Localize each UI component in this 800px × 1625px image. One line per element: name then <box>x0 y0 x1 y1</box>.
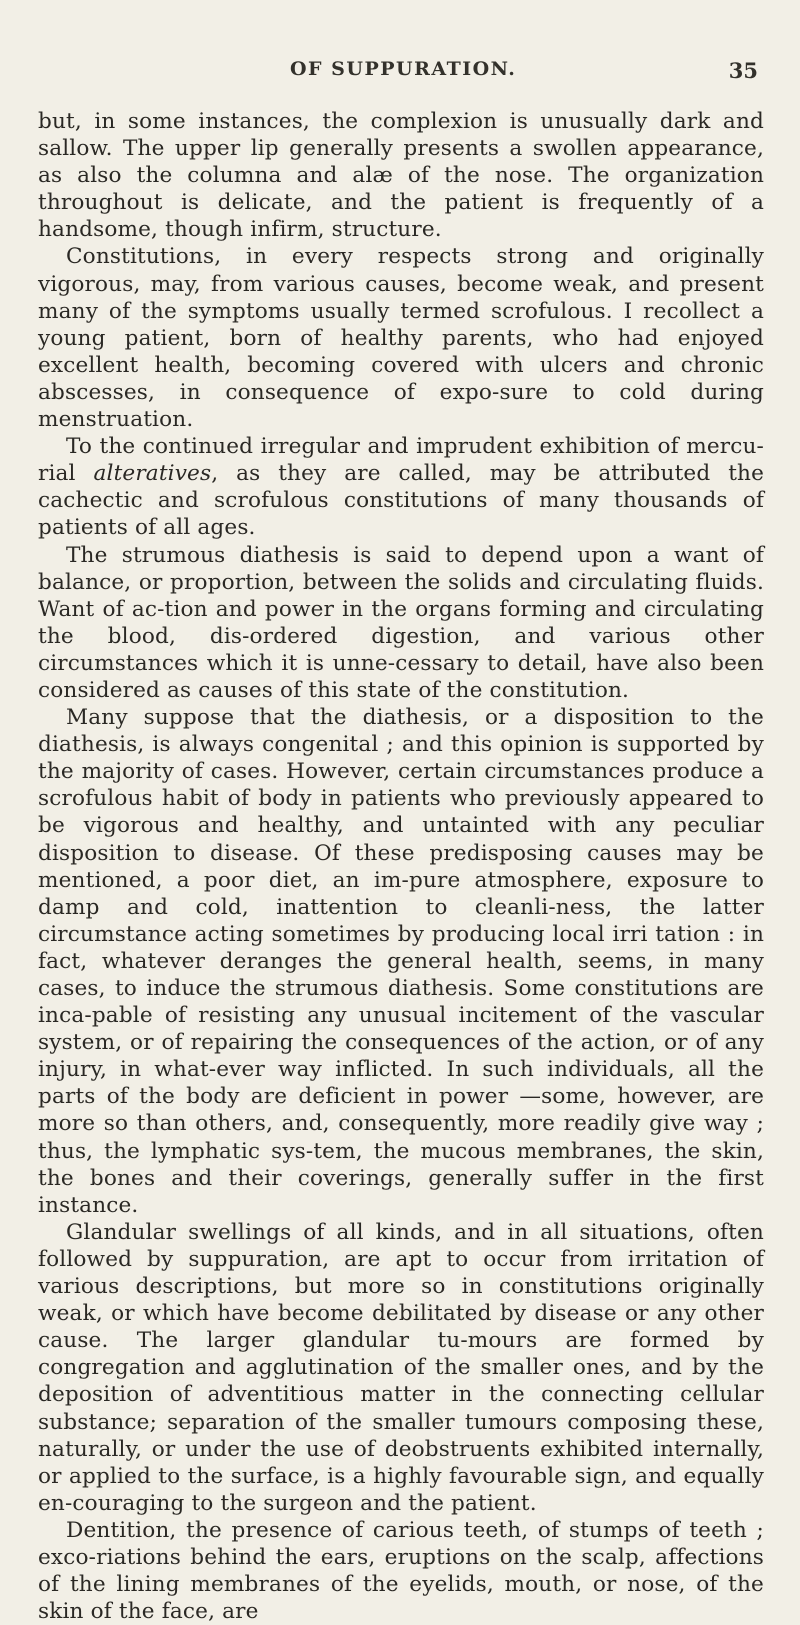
running-title: OF SUPPURATION. <box>290 58 517 80</box>
paragraph-6: Glandular swellings of all kinds, and in all situations, often followed by suppuration, are apt to occur from irritation of various descriptions, but more so in constitutions originally weak, or which have become debilitated by disease or any other cause. The larger glandular tu-mours are formed by congregation and agglutination of the smaller ones, and by the deposition of adventitious matter in the connecting cellular substance; separation of the smaller tumours composing these, naturally, or under the use of deobstruents exhibited internally, or applied to the surface, is a highly favourable sign, and equally en-couraging to the surgeon and the patient. <box>38 1219 764 1516</box>
running-head <box>0 58 800 88</box>
paragraph-4: The strumous diathesis is said to depend upon a want of balance, or proportion, between the solids and circulating fluids. Want of ac-tion and power in the organs forming and circulating the blood, dis-ordered digestion, and various other circumstances which it is unne-cessary to detail, have also been considered as causes of this state of the constitution. <box>38 542 764 703</box>
paragraph-3-italic-term: alteratives <box>93 461 212 487</box>
body-text <box>38 108 764 1625</box>
paragraph-3 <box>38 433 764 541</box>
paragraph-1: but, in some instances, the complexion is unusually dark and sallow. The upper lip generally presents a swollen appearance, as also the columna and alæ of the nose. The organization throughout is delicate, and the patient is frequently of a handsome, though infirm, structure. <box>38 109 764 243</box>
paragraph-5: Many suppose that the diathesis, or a disposition to the diathesis, is always congenital ; and this opinion is supported by the majority of cases. However, certain circumstances produce a scrofulous habit of body in patients who previously appeared to be vigorous and healthy, and untainted with any peculiar disposition to disease. Of these predisposing causes may be mentioned, a poor diet, an im-pure atmosphere, exposure to damp and cold, inattention to cleanli-ness, the latter circumstance acting sometimes by producing local irri tation : in fact, whatever deranges the general health, seems, in many cases, to induce the strumous diathesis. Some constitutions are inca-pable of resisting any unusual incitement of the vascular system, or of repairing the consequences of the action, or of any injury, in what-ever way inflicted. In such individuals, all the parts of the body are deficient in power —some, however, are more so than others, and, consequently, more readily give way ; thus, the lymphatic sys-tem, the mucous membranes, the skin, the bones and their coverings, generally suffer in the first instance. <box>38 705 764 1218</box>
paragraph-3-text-before: To the continued irregular and imprudent exhibition of mercu-rial <box>38 434 764 487</box>
paragraph-2: Constitutions, in every respects strong and originally vigorous, may, from various causes, become weak, and present many of the symptoms usually termed scrofulous. I recollect a young patient, born of healthy parents, who had enjoyed excellent health, becoming covered with ulcers and chronic abscesses, in consequence of expo-sure to cold during menstruation. <box>38 244 764 433</box>
paragraph-7: Dentition, the presence of carious teeth, of stumps of teeth ; exco-riations behind the ears, eruptions on the scalp, affections of the lining membranes of the eyelids, mouth, or nose, of the skin of the face, are <box>38 1517 764 1625</box>
paragraph-3-text-after: , as they are called, may be attributed the cachectic and scrofulous constitutions of many thousands of patients of all ages. <box>38 461 765 541</box>
page-number: 35 <box>728 58 758 83</box>
